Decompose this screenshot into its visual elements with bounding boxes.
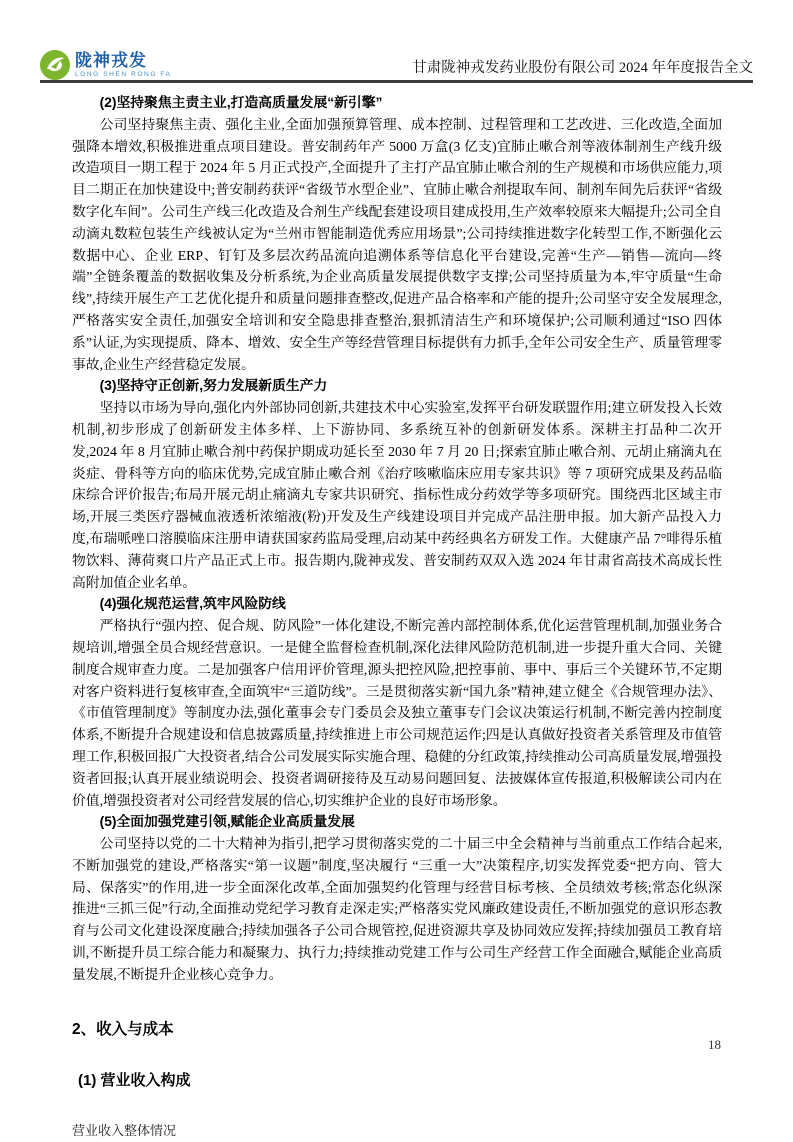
- section-heading-5: (5)全面加强党建引领,赋能企业高质量发展: [99, 814, 355, 830]
- header-divider: [40, 80, 753, 83]
- company-logo-text: [75, 52, 172, 79]
- section-heading-4: (4)强化规范运营,筑牢风险防线: [99, 596, 286, 612]
- section-paragraph-2: 公司坚持聚焦主责、强化主业,全面加强预算管理、成本控制、过程管理和工艺改进、三化改造,全面加强降本增效,积极推进重点项目建设。普安制药年产 5000 万盒(3 亿支)宜肺止嗽合剂等液体制剂生产线升级改造项目一期工程于 2024 年 5 月正式投产,全面提升了主打产品宜肺止嗽合剂的生产规模和市场供应能力,项目二期正在加快建设中;普安制药获评“省级节水型企业”、宜肺止嗽合剂提取车间、制剂车间先后获评“省级数字化车间”。公司生产线三化改造及合剂生产线配套建设项目建成投用,生产效率较原来大幅提升;公司全自动滴丸数粒包装生产线被认定为“兰州市智能制造优秀应用场景”;公司持续推进数字化转型工作,不断强化云数据中心、企业 ERP、钉钉及多层次药品流向追溯体系等信息化平台建设,完善“生产—销售—流向—终端”全链条覆盖的数据收集及分析系统,为企业高质量发展提供数字支撑;公司坚持质量为本,牢守质量“生命线”,持续开展生产工艺优化提升和质量问题排查整改,促进产品合格率和产能的提升;公司坚守安全发展理念,严格落实安全责任,加强安全培训和安全隐患排查整治,狠抓清洁生产和环境保护;公司顺利通过“ISO 四体系”认证,为实现提质、降本、增效、安全生产等经营管理目标提供有力抓手,全年公司安全生产、质量管理零事故,企业生产经营稳定发展。: [72, 116, 722, 372]
- report-body: [72, 92, 722, 1142]
- section-paragraph-5: 公司坚持以党的二十大精神为指引,把学习贯彻落实党的二十届三中全会精神与当前重点工作结合起来,不断加强党的建设,严格落实“第一议题”制度,坚决履行 “三重一大”决策程序,切实发挥党委“把方向、管大局、保落实”的作用,进一步全面深化改革,全面加强契约化管理与经营目标考核、全员绩效考核;常态化纵深推进“三抓三促”行动,全面推动党纪学习教育走深走实;严格落实党风廉政建设责任,不断加强党的意识形态教育与公司文化建设深度融合;持续加强各子公司合规管控,促进资源共享及协同效应发挥;持续加强员工教育培训,不断提升员工综合能力和凝聚力、执行力;持续推动党建工作与公司生产经营工作全面融合,赋能企业高质量发展,不断提升企业核心竞争力。: [72, 836, 722, 982]
- page-number: 18: [708, 1037, 721, 1052]
- company-logo: [40, 50, 172, 80]
- section-paragraph-4: 严格执行“强内控、促合规、防风险”一体化建设,不断完善内部控制体系,优化运营管理机制,加强业务合规培训,增强全员合规经营意识。一是健全监督检查机制,深化法律风险防范机制,进一步提升重大合同、关键制度合规审查力度。二是加强客户信用评价管理,源头把控风险,把控事前、事中、事后三个关键环节,不定期对客户资料进行复核审查,全面筑牢“三道防线”。三是贯彻落实新“国九条”精神,建立健全《合规管理办法》、《市值管理制度》等制度办法,强化董事会专门委员会及独立董事专门会议决策运行机制,不断完善内控制度体系,不断提升合规建设和信息披露质量,持续推进上市公司规范运作;四是认真做好投资者关系管理及市值管理工作,积极回报广大投资者,结合公司发展实际实施合理、稳健的分红政策,持续推动公司高质量发展,增强投资者回报;认真开展业绩说明会、投资者调研接待及互动易问题回复、法披媒体宣传报道,积极解读公司内在价值,增强投资者对公司经营发展的信心,切实维护企业的良好市场形象。: [72, 618, 722, 808]
- revenue-cost-heading: 2、收入与成本: [72, 1020, 174, 1038]
- section-heading-2: (2)坚持聚焦主责主业,打造高质量发展“新引擎”: [99, 95, 383, 110]
- section-paragraph-3: 坚持以市场为导向,强化内外部协同创新,共建技术中心实验室,发挥平台研发联盟作用;建立研发投入长效机制,初步形成了创新研发主体多样、上下游协同、多系统互补的创新研发体系。深耕主打品种二次开发,2024 年 8 月宜肺止嗽合剂中药保护期成功延长至 2030 年 7 月 20 日;探索宜肺止嗽合剂、元胡止痛滴丸在炎症、骨科等方向的临床优势,完成宜肺止嗽合剂《治疗咳嗽临床应用专家共识》等 7 项研究成果及药品临床综合评价报告;布局开展元胡止痛滴丸专家共识研究、指标性成分药效学等多项研究。围绕西北区域主市场,开展三类医疗器械血液透析浓缩液(粉)开发及生产线建设项目并完成产品注册申报。加大新产品投入力度,布瑞哌唑口溶膜临床注册申请获国家药监局受理,启动某中药经典名方研发工作。大健康产品 7°啡得乐植物饮料、薄荷爽口片产品正式上市。报告期内,陇神戎发、普安制药双双入选 2024 年甘肃省高技术高成长性高附加值企业名单。: [72, 400, 722, 590]
- revenue-composition-heading: (1) 营业收入构成: [78, 1072, 191, 1090]
- report-title: 甘肃陇神戎发药业股份有限公司 2024 年年度报告全文: [412, 60, 753, 76]
- company-logo-icon: [40, 50, 70, 80]
- brand-name-cn: 陇神戎发: [75, 50, 147, 70]
- revenue-overview-label: 营业收入整体情况: [72, 1123, 177, 1139]
- brand-name-en: LONG SHEN RONG FA: [75, 70, 172, 78]
- page-header: [40, 44, 753, 80]
- section-heading-3: (3)坚持守正创新,努力发展新质生产力: [99, 378, 328, 394]
